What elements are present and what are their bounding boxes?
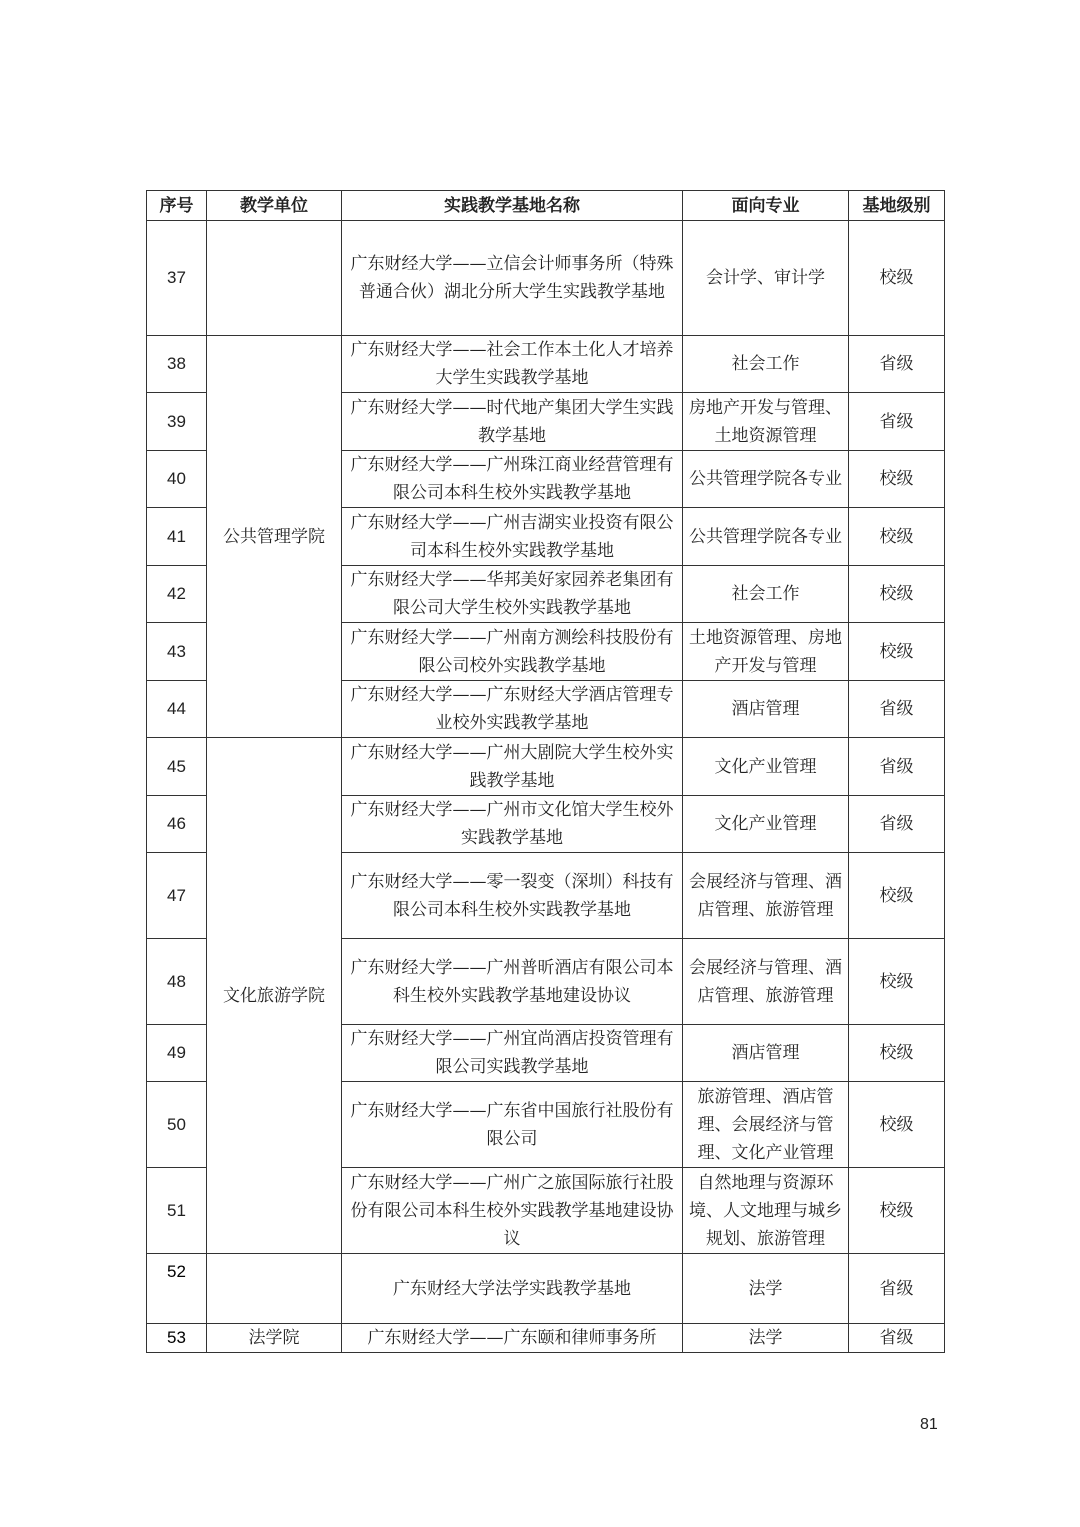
practice-base-table xyxy=(146,190,945,1353)
row-no: 48 xyxy=(147,939,207,1025)
row-base-name: 广东财经大学——广州宜尚酒店投资管理有限公司实践教学基地 xyxy=(342,1025,683,1082)
row-level: 省级 xyxy=(849,1324,945,1353)
header-no: 序号 xyxy=(147,191,207,221)
row-base-name: 广东财经大学——广州吉湖实业投资有限公司本科生校外实践教学基地 xyxy=(342,508,683,566)
row-no: 39 xyxy=(147,393,207,451)
header-major: 面向专业 xyxy=(683,191,849,221)
row-level: 校级 xyxy=(849,221,945,336)
row-base-name: 广东财经大学——华邦美好家园养老集团有限公司大学生校外实践教学基地 xyxy=(342,566,683,623)
header-level: 基地级别 xyxy=(849,191,945,221)
row-no: 51 xyxy=(147,1168,207,1254)
row-major: 公共管理学院各专业 xyxy=(683,451,849,508)
row-base-name: 广东财经大学——社会工作本土化人才培养大学生实践教学基地 xyxy=(342,336,683,393)
row-major: 文化产业管理 xyxy=(683,796,849,853)
unit-cell: 公共管理学院 xyxy=(207,336,342,738)
row-level: 省级 xyxy=(849,681,945,738)
row-level: 省级 xyxy=(849,738,945,796)
table-row xyxy=(147,336,945,393)
row-major: 房地产开发与管理、土地资源管理 xyxy=(683,393,849,451)
row-level: 校级 xyxy=(849,853,945,939)
row-major: 自然地理与资源环境、人文地理与城乡规划、旅游管理 xyxy=(683,1168,849,1254)
row-base-name: 广东财经大学——广州大剧院大学生校外实践教学基地 xyxy=(342,738,683,796)
row-major: 法学 xyxy=(683,1254,849,1324)
row-major: 法学 xyxy=(683,1324,849,1353)
row-level: 校级 xyxy=(849,1168,945,1254)
row-level: 省级 xyxy=(849,393,945,451)
row-base-name: 广东财经大学——广东财经大学酒店管理专业校外实践教学基地 xyxy=(342,681,683,738)
unit-cell: 文化旅游学院 xyxy=(207,738,342,1254)
row-base-name: 广东财经大学——时代地产集团大学生实践教学基地 xyxy=(342,393,683,451)
row-base-name: 广东财经大学——广东省中国旅行社股份有限公司 xyxy=(342,1082,683,1168)
table-row xyxy=(147,1324,945,1353)
row-level: 校级 xyxy=(849,1082,945,1168)
row-no: 44 xyxy=(147,681,207,738)
table-row xyxy=(147,738,945,796)
row-no: 40 xyxy=(147,451,207,508)
header-unit: 教学单位 xyxy=(207,191,342,221)
row-base-name: 广东财经大学——零一裂变（深圳）科技有限公司本科生校外实践教学基地 xyxy=(342,853,683,939)
row-base-name: 广东财经大学——广州南方测绘科技股份有限公司校外实践教学基地 xyxy=(342,623,683,681)
row-base-name: 广东财经大学——广州市文化馆大学生校外实践教学基地 xyxy=(342,796,683,853)
row-major: 旅游管理、酒店管理、会展经济与管理、文化产业管理 xyxy=(683,1082,849,1168)
row-no: 46 xyxy=(147,796,207,853)
row-base-name: 广东财经大学——广州广之旅国际旅行社股份有限公司本科生校外实践教学基地建设协议 xyxy=(342,1168,683,1254)
row-no: 41 xyxy=(147,508,207,566)
row-no: 52 xyxy=(147,1254,207,1324)
table-row xyxy=(147,221,945,336)
row-major: 社会工作 xyxy=(683,336,849,393)
row-major: 文化产业管理 xyxy=(683,738,849,796)
row-major: 社会工作 xyxy=(683,566,849,623)
row-level: 校级 xyxy=(849,623,945,681)
row-no: 49 xyxy=(147,1025,207,1082)
row-no: 37 xyxy=(147,221,207,336)
row-no: 53 xyxy=(147,1324,207,1353)
row-level: 省级 xyxy=(849,1254,945,1324)
row-base-name: 广东财经大学——广东颐和律师事务所 xyxy=(342,1324,683,1353)
row-unit-empty xyxy=(207,221,342,336)
table-row xyxy=(147,1254,945,1324)
row-major: 会展经济与管理、酒店管理、旅游管理 xyxy=(683,853,849,939)
header-base-name: 实践教学基地名称 xyxy=(342,191,683,221)
row-major: 酒店管理 xyxy=(683,681,849,738)
row-major: 会计学、审计学 xyxy=(683,221,849,336)
row-no: 50 xyxy=(147,1082,207,1168)
row-base-name: 广东财经大学法学实践教学基地 xyxy=(342,1254,683,1324)
row-level: 校级 xyxy=(849,451,945,508)
row-no: 42 xyxy=(147,566,207,623)
row-base-name: 广东财经大学——立信会计师事务所（特殊普通合伙）湖北分所大学生实践教学基地 xyxy=(342,221,683,336)
row-major: 酒店管理 xyxy=(683,1025,849,1082)
row-major: 公共管理学院各专业 xyxy=(683,508,849,566)
row-level: 校级 xyxy=(849,508,945,566)
row-level: 校级 xyxy=(849,566,945,623)
row-no: 45 xyxy=(147,738,207,796)
row-major: 会展经济与管理、酒店管理、旅游管理 xyxy=(683,939,849,1025)
row-level: 校级 xyxy=(849,1025,945,1082)
row-no: 43 xyxy=(147,623,207,681)
row-base-name: 广东财经大学——广州珠江商业经营管理有限公司本科生校外实践教学基地 xyxy=(342,451,683,508)
row-no: 38 xyxy=(147,336,207,393)
row-unit-empty xyxy=(207,1254,342,1324)
row-no: 47 xyxy=(147,853,207,939)
row-level: 省级 xyxy=(849,796,945,853)
row-major: 土地资源管理、房地产开发与管理 xyxy=(683,623,849,681)
row-base-name: 广东财经大学——广州普昕酒店有限公司本科生校外实践教学基地建设协议 xyxy=(342,939,683,1025)
unit-cell: 法学院 xyxy=(207,1324,342,1353)
row-level: 省级 xyxy=(849,336,945,393)
row-level: 校级 xyxy=(849,939,945,1025)
header-row xyxy=(147,191,945,221)
page-number: 81 xyxy=(920,1416,938,1433)
